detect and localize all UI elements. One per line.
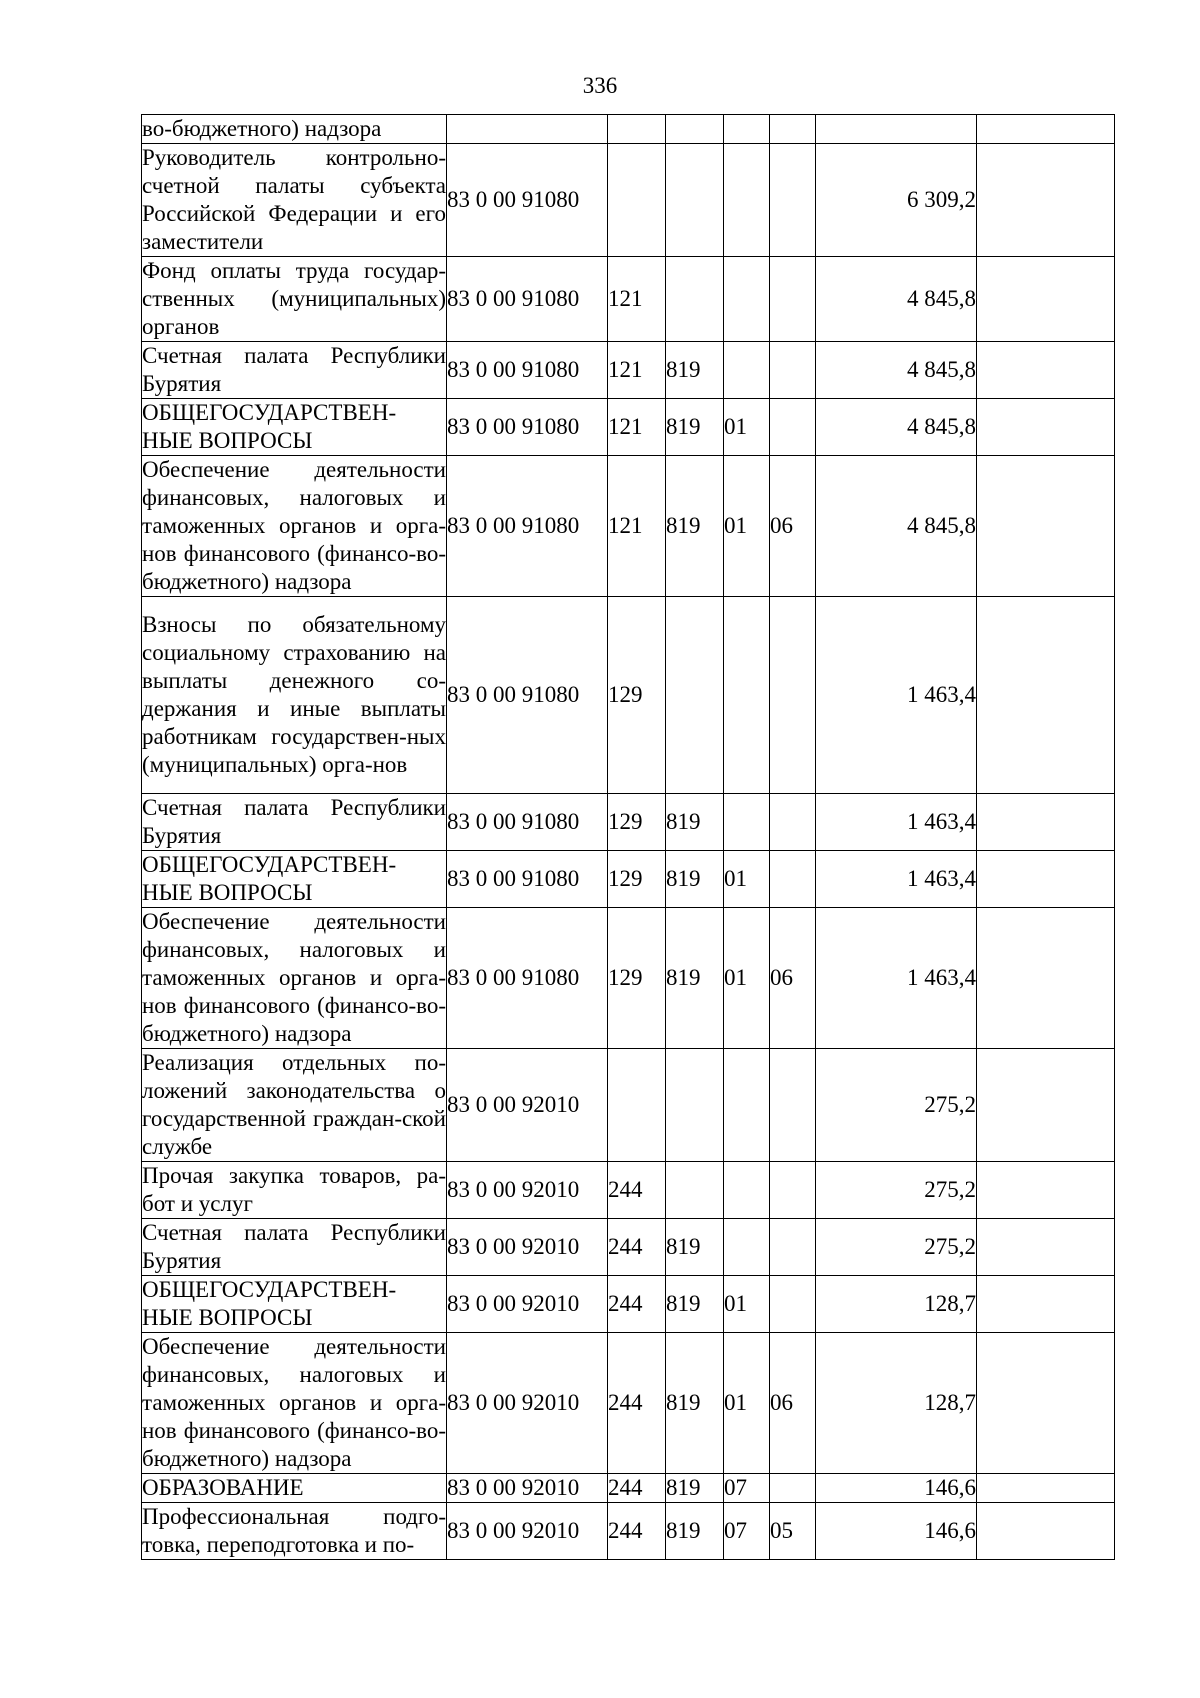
row-extra-cell bbox=[977, 1474, 1115, 1503]
row-extra-cell bbox=[977, 342, 1115, 399]
row-section-cell: 01 bbox=[724, 1276, 770, 1333]
row-extra-cell bbox=[977, 144, 1115, 257]
row-section-cell bbox=[724, 1162, 770, 1219]
row-section-cell: 07 bbox=[724, 1474, 770, 1503]
row-name-cell: Взносы по обязательному социальному страхованию на выплаты денежного со-держания и иные выплаты работникам государствен-ных (муниципальных) орга-нов bbox=[142, 597, 447, 794]
row-target-code-cell: 83 0 00 92010 bbox=[447, 1276, 608, 1333]
row-name-cell: ОБЩЕГОСУДАРСТВЕН-НЫЕ ВОПРОСЫ bbox=[142, 851, 447, 908]
row-extra-cell bbox=[977, 456, 1115, 597]
row-department-code-cell bbox=[666, 115, 724, 144]
row-subsection-cell: 05 bbox=[770, 1503, 816, 1560]
row-target-code-cell: 83 0 00 91080 bbox=[447, 456, 608, 597]
row-expense-type-cell bbox=[608, 115, 666, 144]
row-amount-cell: 146,6 bbox=[816, 1503, 977, 1560]
row-name-cell: ОБЩЕГОСУДАРСТВЕН-НЫЕ ВОПРОСЫ bbox=[142, 399, 447, 456]
row-target-code-cell: 83 0 00 92010 bbox=[447, 1049, 608, 1162]
row-section-cell: 01 bbox=[724, 456, 770, 597]
row-extra-cell bbox=[977, 794, 1115, 851]
row-extra-cell bbox=[977, 908, 1115, 1049]
table-row bbox=[142, 1162, 1115, 1219]
row-subsection-cell bbox=[770, 115, 816, 144]
row-name-cell: Счетная палата Республики Бурятия bbox=[142, 794, 447, 851]
row-department-code-cell: 819 bbox=[666, 456, 724, 597]
row-target-code-cell bbox=[447, 115, 608, 144]
row-amount-cell: 4 845,8 bbox=[816, 399, 977, 456]
row-section-cell: 01 bbox=[724, 908, 770, 1049]
row-department-code-cell bbox=[666, 1162, 724, 1219]
row-section-cell bbox=[724, 794, 770, 851]
row-subsection-cell: 06 bbox=[770, 1333, 816, 1474]
row-subsection-cell bbox=[770, 144, 816, 257]
row-amount-cell: 1 463,4 bbox=[816, 597, 977, 794]
row-amount-cell: 128,7 bbox=[816, 1276, 977, 1333]
row-name-cell: Прочая закупка товаров, ра-бот и услуг bbox=[142, 1162, 447, 1219]
row-department-code-cell: 819 bbox=[666, 399, 724, 456]
row-expense-type-cell: 244 bbox=[608, 1474, 666, 1503]
row-name-cell: Руководитель контрольно-счетной палаты субъекта Российской Федерации и его заместители bbox=[142, 144, 447, 257]
row-name-cell: Обеспечение деятельности финансовых, налоговых и таможенных органов и орга-нов финансового (финансо-во-бюджетного) надзора bbox=[142, 908, 447, 1049]
row-target-code-cell: 83 0 00 92010 bbox=[447, 1503, 608, 1560]
row-amount-cell: 6 309,2 bbox=[816, 144, 977, 257]
row-subsection-cell: 06 bbox=[770, 908, 816, 1049]
row-amount-cell: 128,7 bbox=[816, 1333, 977, 1474]
row-section-cell bbox=[724, 144, 770, 257]
row-target-code-cell: 83 0 00 91080 bbox=[447, 257, 608, 342]
table-row bbox=[142, 597, 1115, 794]
row-target-code-cell: 83 0 00 92010 bbox=[447, 1333, 608, 1474]
row-amount-cell: 4 845,8 bbox=[816, 342, 977, 399]
row-target-code-cell: 83 0 00 91080 bbox=[447, 851, 608, 908]
row-target-code-cell: 83 0 00 91080 bbox=[447, 794, 608, 851]
row-subsection-cell bbox=[770, 597, 816, 794]
row-section-cell: 01 bbox=[724, 399, 770, 456]
row-target-code-cell: 83 0 00 91080 bbox=[447, 908, 608, 1049]
row-extra-cell bbox=[977, 1276, 1115, 1333]
row-expense-type-cell: 244 bbox=[608, 1333, 666, 1474]
table-row bbox=[142, 399, 1115, 456]
row-section-cell bbox=[724, 257, 770, 342]
table-row bbox=[142, 115, 1115, 144]
table-row bbox=[142, 1049, 1115, 1162]
row-amount-cell: 4 845,8 bbox=[816, 456, 977, 597]
row-department-code-cell bbox=[666, 1049, 724, 1162]
row-section-cell: 01 bbox=[724, 1333, 770, 1474]
row-amount-cell: 275,2 bbox=[816, 1162, 977, 1219]
row-name-cell: Обеспечение деятельности финансовых, налоговых и таможенных органов и орга-нов финансового (финансо-во-бюджетного) надзора bbox=[142, 456, 447, 597]
row-subsection-cell bbox=[770, 851, 816, 908]
row-subsection-cell bbox=[770, 1219, 816, 1276]
row-expense-type-cell: 129 bbox=[608, 851, 666, 908]
row-department-code-cell: 819 bbox=[666, 794, 724, 851]
table-row bbox=[142, 342, 1115, 399]
row-target-code-cell: 83 0 00 92010 bbox=[447, 1474, 608, 1503]
row-extra-cell bbox=[977, 1162, 1115, 1219]
row-expense-type-cell: 129 bbox=[608, 908, 666, 1049]
row-expense-type-cell: 129 bbox=[608, 597, 666, 794]
row-subsection-cell: 06 bbox=[770, 456, 816, 597]
row-department-code-cell: 819 bbox=[666, 851, 724, 908]
row-extra-cell bbox=[977, 1219, 1115, 1276]
row-expense-type-cell: 244 bbox=[608, 1503, 666, 1560]
row-section-cell bbox=[724, 1219, 770, 1276]
row-name-cell: во-бюджетного) надзора bbox=[142, 115, 447, 144]
row-subsection-cell bbox=[770, 257, 816, 342]
row-subsection-cell bbox=[770, 1474, 816, 1503]
row-subsection-cell bbox=[770, 342, 816, 399]
table-body bbox=[142, 115, 1115, 1560]
row-department-code-cell bbox=[666, 257, 724, 342]
row-name-cell: Счетная палата Республики Бурятия bbox=[142, 342, 447, 399]
row-target-code-cell: 83 0 00 91080 bbox=[447, 399, 608, 456]
row-target-code-cell: 83 0 00 92010 bbox=[447, 1219, 608, 1276]
row-subsection-cell bbox=[770, 794, 816, 851]
row-section-cell bbox=[724, 342, 770, 399]
row-amount-cell bbox=[816, 115, 977, 144]
table-row bbox=[142, 1474, 1115, 1503]
table-row bbox=[142, 908, 1115, 1049]
row-name-cell: ОБРАЗОВАНИЕ bbox=[142, 1474, 447, 1503]
row-extra-cell bbox=[977, 1049, 1115, 1162]
table-row bbox=[142, 456, 1115, 597]
row-expense-type-cell: 244 bbox=[608, 1276, 666, 1333]
row-subsection-cell bbox=[770, 1162, 816, 1219]
row-target-code-cell: 83 0 00 91080 bbox=[447, 342, 608, 399]
row-department-code-cell: 819 bbox=[666, 1474, 724, 1503]
row-name-cell: Фонд оплаты труда государ-ственных (муниципальных) органов bbox=[142, 257, 447, 342]
row-department-code-cell: 819 bbox=[666, 1333, 724, 1474]
row-expense-type-cell: 129 bbox=[608, 794, 666, 851]
row-section-cell bbox=[724, 115, 770, 144]
row-expense-type-cell bbox=[608, 1049, 666, 1162]
row-amount-cell: 275,2 bbox=[816, 1219, 977, 1276]
row-amount-cell: 1 463,4 bbox=[816, 794, 977, 851]
row-amount-cell: 1 463,4 bbox=[816, 851, 977, 908]
row-expense-type-cell: 244 bbox=[608, 1162, 666, 1219]
row-expense-type-cell: 121 bbox=[608, 456, 666, 597]
table-row bbox=[142, 851, 1115, 908]
row-expense-type-cell: 121 bbox=[608, 342, 666, 399]
row-extra-cell bbox=[977, 399, 1115, 456]
table-row bbox=[142, 794, 1115, 851]
row-department-code-cell: 819 bbox=[666, 342, 724, 399]
table-row bbox=[142, 257, 1115, 342]
budget-table bbox=[141, 114, 1115, 1560]
row-target-code-cell: 83 0 00 91080 bbox=[447, 144, 608, 257]
row-name-cell: ОБЩЕГОСУДАРСТВЕН-НЫЕ ВОПРОСЫ bbox=[142, 1276, 447, 1333]
row-target-code-cell: 83 0 00 92010 bbox=[447, 1162, 608, 1219]
row-target-code-cell: 83 0 00 91080 bbox=[447, 597, 608, 794]
row-extra-cell bbox=[977, 851, 1115, 908]
table-row bbox=[142, 1333, 1115, 1474]
row-department-code-cell: 819 bbox=[666, 908, 724, 1049]
row-department-code-cell bbox=[666, 144, 724, 257]
row-name-cell: Реализация отдельных по-ложений законодательства о государственной граждан-ской службе bbox=[142, 1049, 447, 1162]
row-section-cell: 01 bbox=[724, 851, 770, 908]
row-section-cell bbox=[724, 597, 770, 794]
row-expense-type-cell: 244 bbox=[608, 1219, 666, 1276]
row-department-code-cell: 819 bbox=[666, 1276, 724, 1333]
row-department-code-cell: 819 bbox=[666, 1503, 724, 1560]
table-row bbox=[142, 1503, 1115, 1560]
row-amount-cell: 275,2 bbox=[816, 1049, 977, 1162]
row-expense-type-cell: 121 bbox=[608, 257, 666, 342]
page-number: 336 bbox=[582, 73, 618, 98]
row-name-cell: Профессиональная подго-товка, переподготовка и по- bbox=[142, 1503, 447, 1560]
row-extra-cell bbox=[977, 1503, 1115, 1560]
row-extra-cell bbox=[977, 1333, 1115, 1474]
table-row bbox=[142, 1219, 1115, 1276]
row-amount-cell: 146,6 bbox=[816, 1474, 977, 1503]
row-expense-type-cell: 121 bbox=[608, 399, 666, 456]
row-amount-cell: 4 845,8 bbox=[816, 257, 977, 342]
row-subsection-cell bbox=[770, 1049, 816, 1162]
row-name-cell: Счетная палата Республики Бурятия bbox=[142, 1219, 447, 1276]
row-extra-cell bbox=[977, 115, 1115, 144]
row-section-cell: 07 bbox=[724, 1503, 770, 1560]
row-extra-cell bbox=[977, 257, 1115, 342]
row-name-cell: Обеспечение деятельности финансовых, налоговых и таможенных органов и орга-нов финансового (финансо-во-бюджетного) надзора bbox=[142, 1333, 447, 1474]
table-row bbox=[142, 144, 1115, 257]
row-amount-cell: 1 463,4 bbox=[816, 908, 977, 1049]
row-section-cell bbox=[724, 1049, 770, 1162]
table-row bbox=[142, 1276, 1115, 1333]
row-expense-type-cell bbox=[608, 144, 666, 257]
row-subsection-cell bbox=[770, 399, 816, 456]
row-department-code-cell bbox=[666, 597, 724, 794]
row-extra-cell bbox=[977, 597, 1115, 794]
row-department-code-cell: 819 bbox=[666, 1219, 724, 1276]
row-subsection-cell bbox=[770, 1276, 816, 1333]
